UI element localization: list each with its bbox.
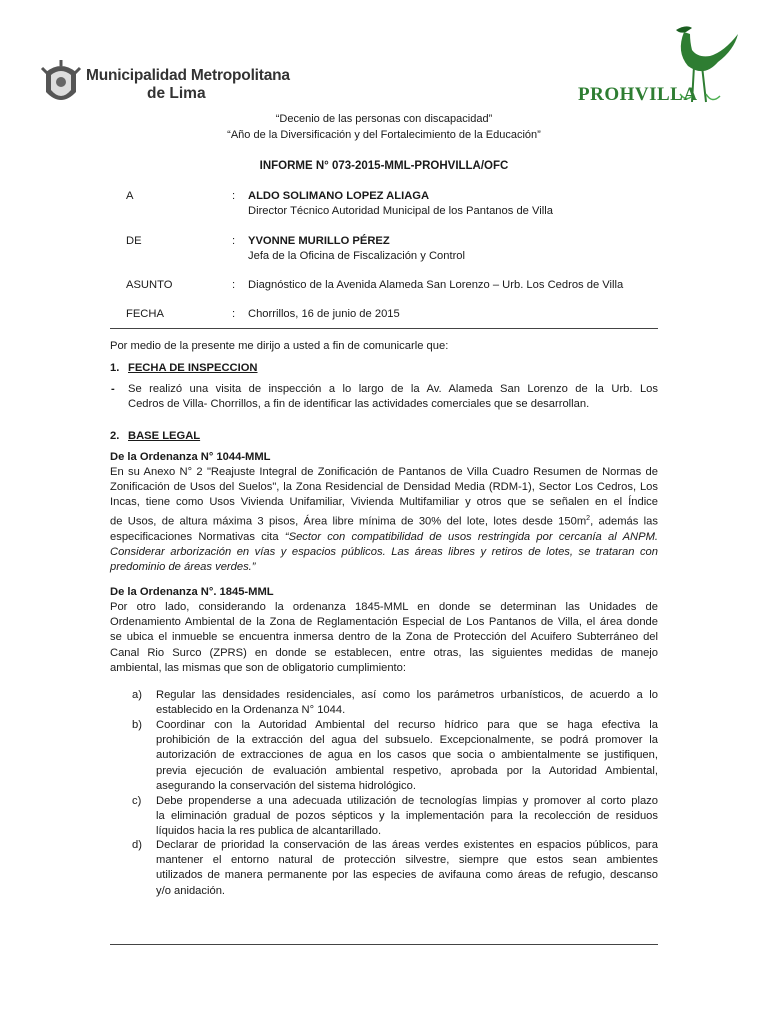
paragraph-line: ambiental, las mismas que son de obligatorio cumplimiento: [110,661,406,674]
logo-text-line2: de Lima [147,85,206,102]
paragraph-line: Ordenamiento Ambiental de la Zona de Reglamentación Especial de Los Pantanos de Villa, el área donde [110,616,658,629]
paragraph-line: Zonificación de Usos del Suelos", la Zona Residencial de Densidad Media (RDM-1), Sector Los Cedros, Los [110,481,658,494]
ordinance-1044-paragraph [110,465,658,575]
line-part: de Usos, de altura máxima 3 pisos, Área libre mínima de 30% del lote, lotes desde 150m [110,515,587,528]
date-colon: : [232,308,236,320]
coat-of-arms-icon [40,58,82,110]
to-label: A [126,190,134,202]
superscript: 2 [586,514,591,522]
paragraph-line: En su Anexo N° 2 "Reajuste Integral de Zonificación de Pantanos de Villa Cuadro Resumen de Normas de [110,466,658,478]
subject-colon: : [232,279,236,291]
prohvilla-wordmark: PROHVILLA [578,84,698,105]
item-b-label: b) [132,719,142,731]
paragraph-line [110,530,658,545]
ordinance-1845-title: De la Ordenanza N°. 1845-MML [110,586,274,598]
from-name: YVONNE MURILLO PÉREZ [248,235,390,247]
section1-paragraph [128,382,658,412]
paragraph-line: se ubica el inmueble se encuentra inmersa dentro de la Zona de Protección del Acuifero Subterráneo del [110,631,658,644]
subject-label: ASUNTO [126,279,173,291]
motto-2: “Año de la Diversificación y del Fortalecimiento de la Educación” [227,129,541,141]
line-part: , además las [590,515,658,528]
item-line: asegurando la conservación del sistema hidrológico. [156,779,416,792]
item-line: Declarar de prioridad la conservación de las áreas verdes existentes en espacios públicos, para [156,839,658,851]
item-line: establecido en la Ordenanza N° 1044. [156,704,346,717]
quoted-text: predominio de áreas verdes.” [110,560,256,573]
item-line: Debe propenderse a una adecuada utilización de tecnologías limpias y promover al corto plazo [156,795,658,807]
paragraph-line: Por otro lado, considerando la ordenanza 1845-MML en donde se determinan las Unidades de [110,601,658,613]
section1-line: Se realizó una visita de inspección a lo largo de la Av. Alameda San Lorenzo de la Urb. Los [128,383,658,395]
quoted-text: “Sector con compatibilidad de usos restringida por cercanía al ANPM. [284,530,659,543]
to-role: Director Técnico Autoridad Municipal de los Pantanos de Villa [248,205,553,217]
item-c-text [156,794,658,840]
motto-1: “Decenio de las personas con discapacidad” [275,113,493,125]
section2-number: 2. [110,430,120,442]
section1-title: FECHA DE INSPECCION [128,362,258,374]
item-line: autorización de extracciones de agua en los casos que socia o ambientalmente se justifiquen, [156,749,658,762]
municipalidad-logo [40,58,290,110]
footer-divider [110,944,658,945]
from-colon: : [232,235,236,247]
ordinance-1845-paragraph [110,600,658,676]
paragraph-line: Incas, tiene como Usos Vivienda Unifamiliar, Vivienda Multifamiliar y otros que se señalen en el Índice [110,496,658,509]
intro-text: Por medio de la presente me dirijo a usted a fin de comunicarle que: [110,340,449,352]
item-line: utilizados de manera permanente por las especies de avifauna como áreas de refugio, descanso [156,869,658,882]
item-line: previa ejecución de evaluación ambiental respetivo, aprobada por la Autoridad Ambiental, [156,764,658,777]
item-line: Regular las densidades residenciales, así como los parámetros urbanísticos, de acuerdo a lo [156,689,658,701]
item-line: mantener el entorno natural de protección silvestre, siempre que estos sean ambientes [156,854,658,867]
paragraph-line [110,511,658,530]
to-colon: : [232,190,236,202]
item-b-text [156,718,658,794]
line-part: especificaciones Normativas cita [110,530,279,543]
date-label: FECHA [126,308,164,320]
section1-line: Cedros de Villa- Chorrillos, a fin de identificar las actividades comerciales que se desarrollan. [128,398,590,411]
item-a-text [156,688,658,718]
section2-title: BASE LEGAL [128,430,201,442]
item-line: y/o anidación. [156,884,226,897]
item-line: Coordinar con la Autoridad Ambiental del recurso hídrico para que se haga efectiva la [156,719,658,731]
item-line: líquidos hacia la res publica de alcantarillado. [156,825,382,838]
logo-text-line1: Municipalidad Metropolitana [86,67,290,84]
item-d-text [156,838,658,899]
from-role: Jefa de la Oficina de Fiscalización y Control [248,250,466,262]
header-divider [110,328,658,329]
date-value: Chorrillos, 16 de junio de 2015 [248,308,400,320]
paragraph-line: Canal Rio Surco (ZPRS) en donde se establecen, entre otras, las siguientes medidas de manejo [110,646,658,659]
report-title: INFORME N° 073-2015-MML-PROHVILLA/OFC [259,160,509,172]
prohvilla-logo [576,22,741,108]
section1-bullet: - [111,383,115,395]
ordinance-1044-title: De la Ordenanza N° 1044-MML [110,451,271,463]
quoted-text: Considerar arborización en vías y espacios públicos. Las áreas libres y retiros de lotes, se trataran con [110,545,658,558]
item-line: prohibición de la extracción del agua del subsuelo. Excepcionalmente, se podrá promover la [156,734,658,747]
item-c-label: c) [132,795,142,807]
item-d-label: d) [132,839,142,851]
from-label: DE [126,235,142,247]
item-a-label: a) [132,689,142,701]
subject-value: Diagnóstico de la Avenida Alameda San Lorenzo – Urb. Los Cedros de Villa [248,279,624,291]
item-line: la eliminación gradual de pozos sépticos y la implementación para la recolección de residuos [156,810,658,823]
to-name: ALDO SOLIMANO LOPEZ ALIAGA [248,190,430,202]
section1-number: 1. [110,362,120,374]
